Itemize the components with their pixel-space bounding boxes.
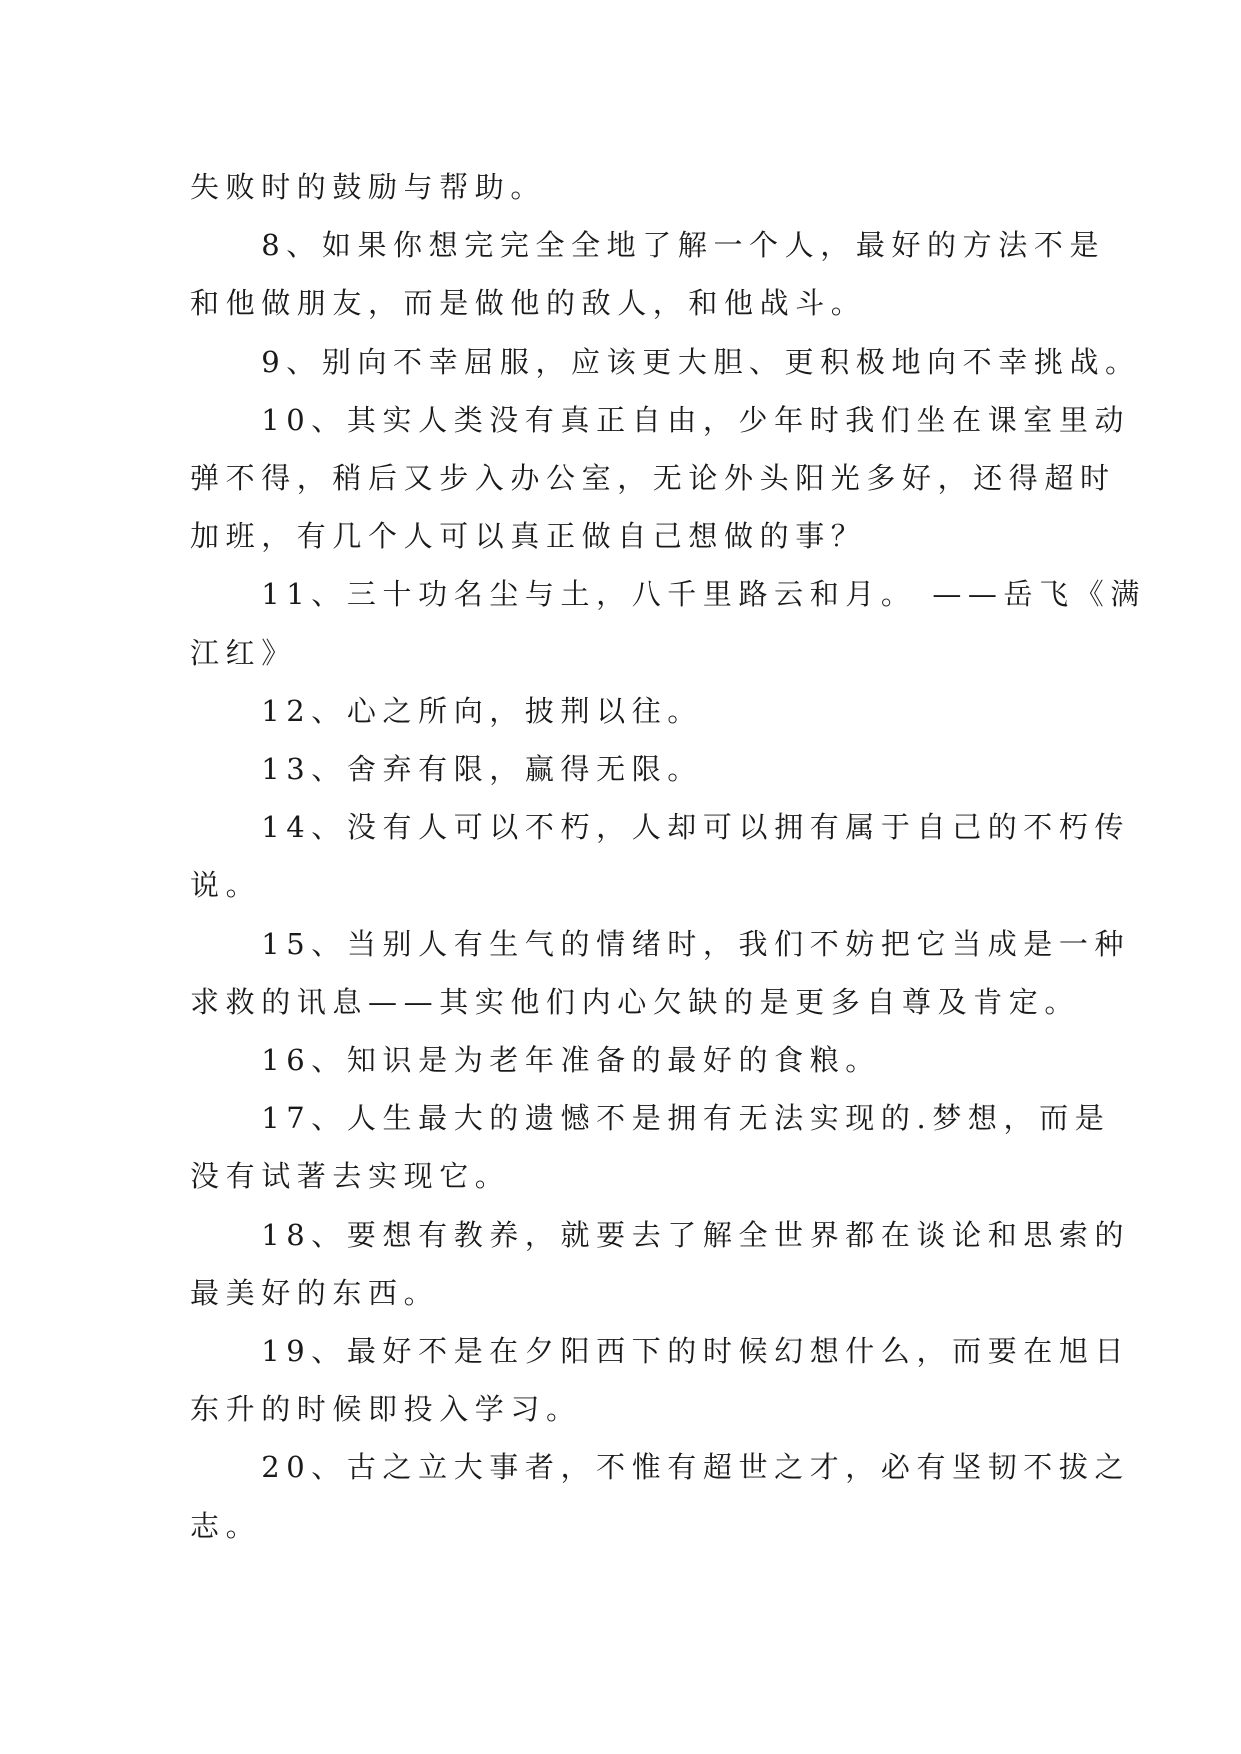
paragraph-item-16: 16、知识是为老年准备的最好的食粮。 xyxy=(190,1043,881,1078)
document-body xyxy=(190,158,1146,1555)
paragraph-item-19: 19、最好不是在夕阳西下的时候幻想什么，而要在旭日 东升的时候即投入学习。 xyxy=(190,1334,1131,1427)
paragraph-item-11: 11、三十功名尘与土，八千里路云和月。 ——岳飞《满 江红》 xyxy=(190,577,1146,670)
paragraph-item-17: 17、人生最大的遗憾不是拥有无法实现的.梦想，而是 没有试著去实现它。 xyxy=(190,1101,1111,1194)
paragraph-item-8: 8、如果你想完完全全地了解一个人，最好的方法不是 和他做朋友，而是做他的敌人，和他战斗。 xyxy=(190,228,1106,321)
paragraph-fragment-continued: 失败时的鼓励与帮助。 xyxy=(190,170,547,204)
paragraph-item-12: 12、心之所向，披荆以往。 xyxy=(190,693,703,728)
paragraph-item-20: 20、古之立大事者，不惟有超世之才，必有坚韧不拔之 志。 xyxy=(190,1450,1131,1543)
paragraph-item-14: 14、没有人可以不朽，人却可以拥有属于自己的不朽传 说。 xyxy=(190,810,1131,903)
paragraph-item-10: 10、其实人类没有真正自由，少年时我们坐在课室里动 弹不得，稍后又步入办公室，无论外头阳光多好，还得超时 加班，有几个人可以真正做自己想做的事？ xyxy=(190,402,1131,554)
paragraph-item-18: 18、要想有教养，就要去了解全世界都在谈论和思索的 最美好的东西。 xyxy=(190,1217,1131,1310)
paragraph-item-15: 15、当别人有生气的情绪时，我们不妨把它当成是一种 求救的讯息——其实他们内心欠缺的是更多自尊及肯定。 xyxy=(190,926,1131,1019)
paragraph-item-13: 13、舍弃有限，赢得无限。 xyxy=(190,752,703,787)
paragraph-item-9: 9、别向不幸屈服，应该更大胆、更积极地向不幸挑战。 xyxy=(190,344,1141,379)
